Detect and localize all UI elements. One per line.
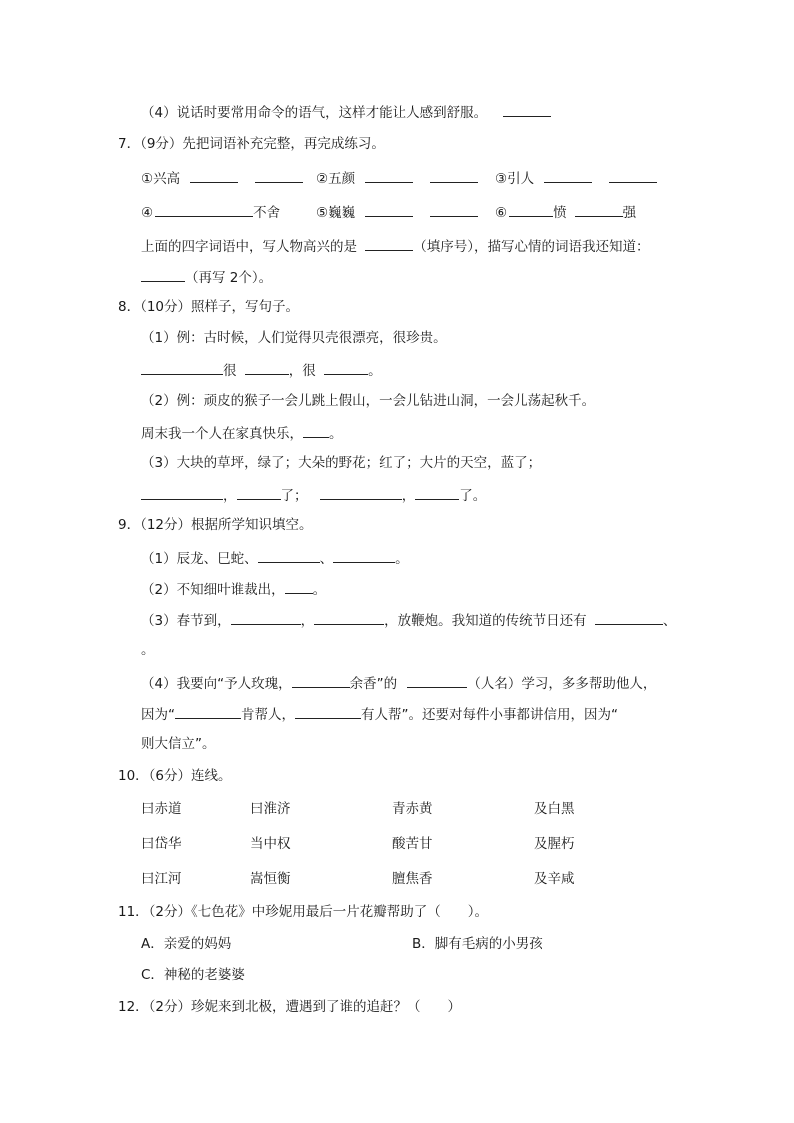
answer-blank[interactable] <box>231 609 301 625</box>
answer-blank[interactable] <box>430 167 478 183</box>
answer-blank[interactable] <box>407 672 467 688</box>
answer-blank[interactable] <box>292 672 350 688</box>
q7-stem: 7．（9分）先把词语补充完整，再完成练习。 <box>118 136 385 152</box>
q11-option-b[interactable]: B．脚有毛病的小男孩 <box>412 936 543 952</box>
q7-word-2: ②五颜 <box>316 167 478 187</box>
answer-blank[interactable] <box>320 484 402 500</box>
q8-example-2: （2）例：顽皮的猴子一会儿跳上假山，一会儿钻进山洞，一会儿荡起秋千。 <box>141 393 596 409</box>
q8-example-1: （1）例：古时候，人们觉得贝壳很漂亮，很珍贵。 <box>141 330 447 346</box>
q7-word-6: ⑥ 愤 强 <box>495 201 636 221</box>
match-item[interactable]: 曰赤道 <box>141 801 182 817</box>
answer-blank[interactable] <box>333 547 395 563</box>
answer-blank[interactable] <box>430 201 478 217</box>
answer-blank[interactable] <box>365 167 413 183</box>
answer-blank[interactable] <box>141 484 223 500</box>
answer-blank[interactable] <box>295 703 361 719</box>
answer-blank[interactable] <box>141 266 185 282</box>
q11-option-c[interactable]: C．神秘的老婆婆 <box>141 967 245 983</box>
answer-blank[interactable] <box>609 167 657 183</box>
q9-item-3: （3）春节到， ， ，放鞭炮。我知道的传统节日还有 、 <box>141 609 676 629</box>
answer-blank[interactable] <box>237 484 281 500</box>
q7-sub-1: 上面的四字词语中，写人物高兴的是 （填序号），描写心情的词语我还知道： <box>141 235 650 255</box>
match-item[interactable]: 曰岱华 <box>141 836 182 852</box>
match-item[interactable]: 曰淮济 <box>250 801 291 817</box>
match-item[interactable]: 青赤黄 <box>392 801 433 817</box>
q9-item-1: （1）辰龙、巳蛇、 、 。 <box>141 547 409 567</box>
q6-item-4: （4）说话时要常用命令的语气，这样才能让人感到舒服。 <box>141 101 551 121</box>
q7-word-3: ③引人 <box>495 167 657 187</box>
q8-example-3: （3）大块的草坪，绿了；大朵的野花；红了；大片的天空，蓝了； <box>141 455 542 471</box>
answer-blank[interactable] <box>155 201 253 217</box>
q9-item-4: （4）我要向“予人玫瑰， 余香”的 （人名）学习，多多帮助他人， <box>141 672 656 692</box>
q9-item-2: （2）不知细叶谁裁出， 。 <box>141 578 326 598</box>
q8-answer-3: ， 了； ， 了。 <box>141 484 486 504</box>
q10-stem: 10．（6分）连线。 <box>118 768 232 784</box>
answer-blank[interactable] <box>303 422 329 438</box>
q9-item-3-cont: 。 <box>141 642 155 658</box>
answer-blank[interactable] <box>415 484 459 500</box>
answer-blank[interactable] <box>324 359 368 375</box>
answer-blank[interactable] <box>365 235 413 251</box>
answer-blank[interactable] <box>503 101 551 117</box>
q12-stem: 12．（2分）珍妮来到北极，遭遇到了谁的追赶？（ ） <box>118 999 462 1015</box>
match-item[interactable]: 及辛咸 <box>534 871 575 887</box>
answer-blank[interactable] <box>575 201 623 217</box>
answer-blank[interactable] <box>509 201 553 217</box>
answer-blank[interactable] <box>175 703 241 719</box>
answer-blank[interactable] <box>258 547 320 563</box>
answer-blank[interactable] <box>190 167 238 183</box>
q7-row-1: ①兴高 <box>141 167 303 187</box>
q8-answer-1: 很 ，很 。 <box>141 359 382 379</box>
q8-stem: 8．（10分）照样子，写句子。 <box>118 299 300 315</box>
q8-answer-2: 周末我一个人在家真快乐， 。 <box>141 422 343 442</box>
match-item[interactable]: 及白黑 <box>534 801 575 817</box>
q9-item-4-line-3: 则大信立”。 <box>141 736 216 752</box>
answer-blank[interactable] <box>365 201 413 217</box>
q7-word-4: ④ 不舍 <box>141 201 280 221</box>
match-item[interactable]: 曰江河 <box>141 871 182 887</box>
answer-blank[interactable] <box>314 609 384 625</box>
answer-blank[interactable] <box>255 167 303 183</box>
q7-sub-2: （再写 2个）。 <box>141 266 272 286</box>
answer-blank[interactable] <box>245 359 289 375</box>
answer-blank[interactable] <box>544 167 592 183</box>
q7-word-5: ⑤巍巍 <box>316 201 478 221</box>
q11-option-a[interactable]: A．亲爱的妈妈 <box>141 936 232 952</box>
q9-stem: 9．（12分）根据所学知识填空。 <box>118 517 313 533</box>
q11-stem: 11．（2分）《七色花》中珍妮用最后一片花瓣帮助了（ ）。 <box>118 904 489 920</box>
match-item[interactable]: 膻焦香 <box>392 871 433 887</box>
answer-blank[interactable] <box>285 578 313 594</box>
match-item[interactable]: 当中权 <box>250 836 291 852</box>
q9-item-4-line-2: 因为“ 肯帮人， 有人帮”。还要对每件小事都讲信用，因为“ <box>141 703 618 723</box>
match-item[interactable]: 及腥朽 <box>534 836 575 852</box>
answer-blank[interactable] <box>141 359 223 375</box>
match-item[interactable]: 嵩恒衡 <box>250 871 291 887</box>
answer-blank[interactable] <box>595 609 663 625</box>
match-item[interactable]: 酸苦甘 <box>392 836 433 852</box>
